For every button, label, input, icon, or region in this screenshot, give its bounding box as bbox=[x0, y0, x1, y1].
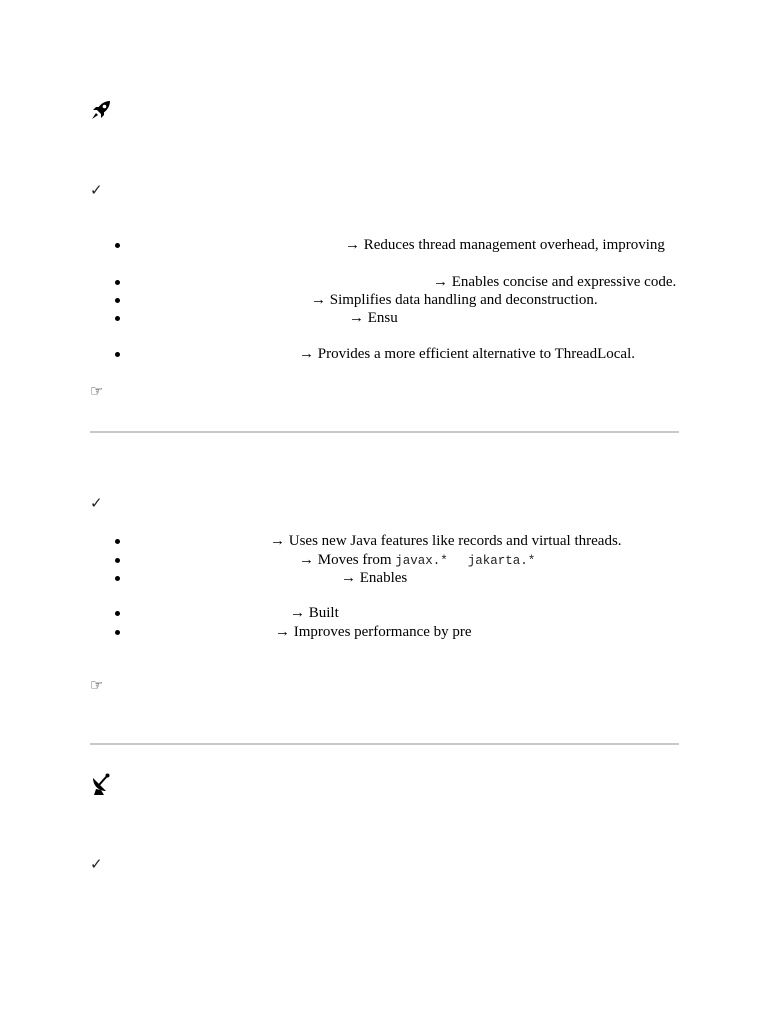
check-icon: ✓ bbox=[90, 181, 103, 199]
list-bullet bbox=[115, 576, 120, 581]
list-item: → Improves performance by pre bbox=[275, 624, 472, 640]
list-item: → Enables concise and expressive code. bbox=[433, 274, 677, 290]
code-javax: javax.* bbox=[395, 554, 448, 568]
list-bullet bbox=[115, 298, 120, 303]
list-bullet bbox=[115, 558, 120, 563]
list-bullet bbox=[115, 352, 120, 357]
list-bullet bbox=[115, 539, 120, 544]
check-icon: ✓ bbox=[90, 494, 103, 512]
list-bullet bbox=[115, 630, 120, 635]
section-divider bbox=[90, 743, 679, 745]
rocket-icon bbox=[90, 99, 112, 121]
list-item: → Provides a more efficient alternative to ThreadLocal. bbox=[299, 346, 635, 362]
list-item: → Built bbox=[290, 605, 339, 621]
satellite-dish-icon bbox=[90, 772, 112, 796]
list-item: → Simplifies data handling and deconstruction. bbox=[311, 292, 598, 308]
list-item: → Enables bbox=[341, 570, 408, 586]
list-bullet bbox=[115, 280, 120, 285]
check-icon: ✓ bbox=[90, 855, 103, 873]
list-bullet bbox=[115, 611, 120, 616]
list-item: → Uses new Java features like records and virtual threads. bbox=[270, 533, 622, 549]
pointing-hand-icon: ☞ bbox=[90, 382, 104, 400]
list-item: → Ensu bbox=[349, 310, 398, 326]
list-item bbox=[299, 551, 535, 570]
list-item: → Reduces thread management overhead, improving bbox=[345, 237, 665, 253]
list-bullet bbox=[115, 316, 120, 321]
list-item-text: → Moves from bbox=[299, 552, 396, 568]
list-bullet bbox=[115, 243, 120, 248]
section-divider bbox=[90, 431, 679, 433]
pointing-hand-icon: ☞ bbox=[90, 676, 104, 694]
code-jakarta: jakarta.* bbox=[467, 554, 536, 568]
